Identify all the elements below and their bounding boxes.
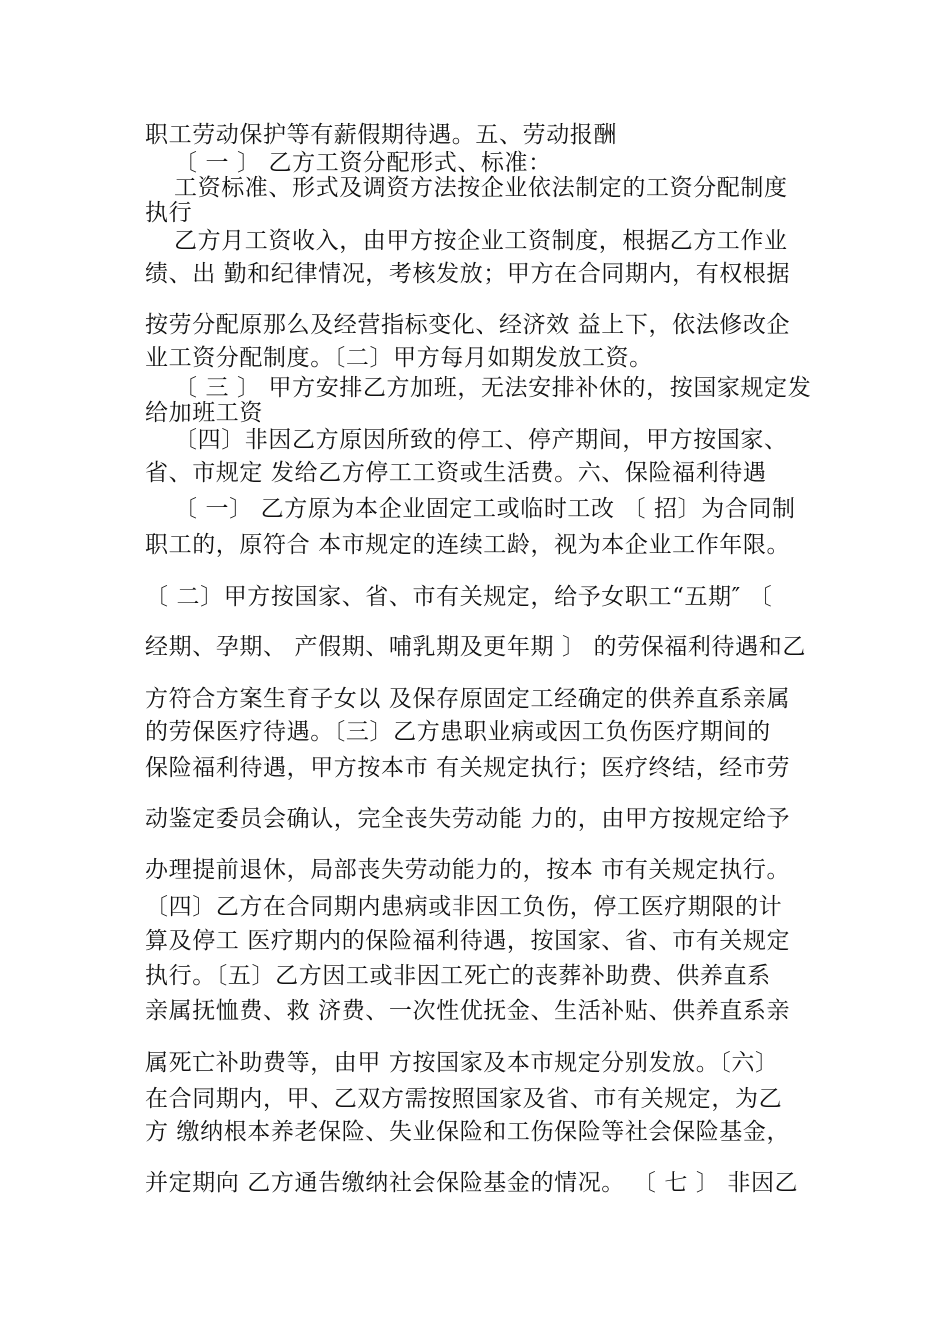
text-line: 算及停工 医疗期内的保险福利待遇，按国家、省、市有关规定	[145, 928, 791, 954]
text-line: 〔 一 〕 乙方工资分配形式、标准：	[174, 150, 552, 176]
text-line: 〔 三 〕 甲方安排乙方加班，无法安排补休的，按国家规定发	[174, 375, 812, 401]
text-line: 给加班工资	[145, 400, 263, 426]
text-line: 绩、出 勤和纪律情况，考核发放；甲方在合同期内，有权根据	[145, 261, 791, 287]
text-line: 经期、孕期、 产假期、哺乳期及更年期 〕 的劳保福利待遇和乙	[145, 634, 806, 660]
text-line: 职工的，原符合 本市规定的连续工龄，视为本企业工作年限。	[145, 532, 791, 558]
text-line: 执行	[145, 200, 193, 226]
text-line: 职工劳动保护等有薪假期待遇。五、劳动报酬	[145, 122, 617, 148]
text-line: 属死亡补助费等，由甲 方按国家及本市规定分别发放。〔六〕	[145, 1050, 779, 1076]
text-line: 省、市规定 发给乙方停工工资或生活费。六、保险福利待遇	[145, 460, 767, 486]
text-line: 亲属抚恤费、救 济费、一次性优抚金、生活补贴、供养直系亲	[145, 998, 791, 1024]
text-line: 的劳保医疗待遇。〔三〕乙方患职业病或因工负伤医疗期间的	[145, 719, 771, 745]
text-line: 工资标准、形式及调资方法按企业依法制定的工资分配制度	[174, 175, 788, 201]
text-line: 在合同期内，甲、乙双方需按照国家及省、市有关规定，为乙	[145, 1086, 783, 1112]
text-line: 按劳分配原那么及经营指标变化、经济效 益上下，依法修改企	[145, 312, 791, 338]
text-line: 并定期向 乙方通告缴纳社会保险基金的情况。 〔 七 〕 非因乙	[145, 1170, 799, 1196]
text-line: 方 缴纳根本养老保险、失业保险和工伤保险等社会保险基金，	[145, 1119, 791, 1145]
text-line: 〔 一〕 乙方原为本企业固定工或临时工改 〔 招〕为合同制	[174, 496, 796, 522]
text-line: 保险福利待遇，甲方按本市 有关规定执行；医疗终结，经市劳	[145, 755, 791, 781]
text-line: 〔 二〕甲方按国家、省、市有关规定，给予女职工“五期″ 〔	[145, 584, 773, 610]
text-line: 方符合方案生育子女以 及保存原固定工经确定的供养直系亲属	[145, 686, 791, 712]
text-line: 〔四〕非因乙方原因所致的停工、停产期间，甲方按国家、	[174, 427, 788, 453]
text-line: 〔四〕乙方在合同期内患病或非因工负伤，停工医疗期限的计	[145, 894, 783, 920]
text-line: 办理提前退休，局部丧失劳动能力的，按本 市有关规定执行。	[145, 857, 791, 883]
text-line: 乙方月工资收入，由甲方按企业工资制度，根据乙方工作业	[174, 228, 788, 254]
text-line: 业工资分配制度。〔二〕甲方每月如期发放工资。	[145, 345, 653, 371]
text-line: 动鉴定委员会确认，完全丧失劳动能 力的，由甲方按规定给予	[145, 806, 791, 832]
text-line: 执行。〔五〕乙方因工或非因工死亡的丧葬补助费、供养直系	[145, 963, 771, 989]
